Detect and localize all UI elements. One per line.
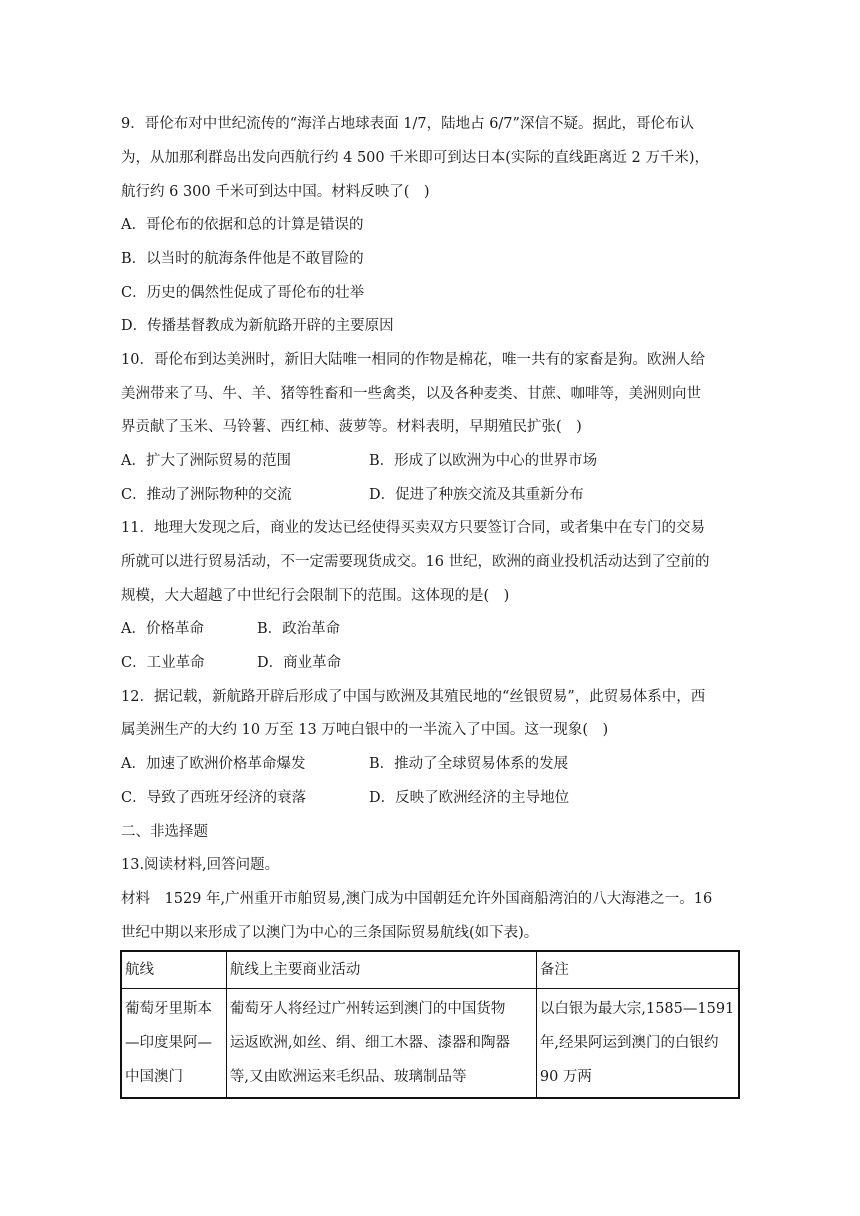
q9-stem-line-1: 9．哥伦布对中世纪流传的“海洋占地球表面 1/7，陆地占 6/7”深信不疑。据此，哥伦布认: [121, 116, 694, 132]
q11-stem-line-1: 11．地理大发现之后，商业的发达已经使得买卖双方只要签订合同，或者集中在专门的交易: [121, 520, 705, 536]
header-activity: 航线上主要商业活动: [226, 951, 536, 989]
q11-option-b[interactable]: B．政治革命: [257, 621, 341, 637]
q10-option-b[interactable]: B．形成了以欧洲为中心的世界市场: [369, 453, 598, 469]
q10-stem-line-3: 界贡献了玉米、马铃薯、西红柿、菠萝等。材料表明，早期殖民扩张( ): [121, 419, 582, 435]
cell-note-line: 以白银为最大宗,1585—1591: [539, 1001, 735, 1017]
q10-option-a[interactable]: A．扩大了洲际贸易的范围: [121, 453, 291, 469]
cell-activity-line: 运返欧洲,如丝、绢、细工木器、漆器和陶器: [229, 1035, 510, 1051]
q11-stem-line-3: 规模，大大超越了中世纪行会限制下的范围。这体现的是( ): [121, 588, 510, 604]
q11-stem-line-2: 所就可以进行贸易活动，不一定需要现货成交。16 世纪，欧洲的商业投机活动达到了空前的: [121, 554, 710, 570]
header-route: 航线: [121, 951, 226, 989]
q11-options-row-2: [121, 653, 741, 673]
q12-options-row-1: [121, 754, 741, 774]
q12-option-b[interactable]: B．推动了全球贸易体系的发展: [369, 756, 569, 772]
q12-stem-line-1: 12．据记载，新航路开辟后形成了中国与欧洲及其殖民地的“丝银贸易”，此贸易体系中，西: [121, 689, 706, 705]
q13-stem: 13.阅读材料,回答问题。: [121, 857, 280, 873]
table-row: [121, 989, 739, 1099]
q12-option-a[interactable]: A．加速了欧洲价格革命爆发: [121, 756, 306, 772]
q9-stem-line-3: 航行约 6 300 千米可到达中国。材料反映了( ): [121, 184, 430, 200]
section-title: 二、非选择题: [121, 824, 208, 840]
q9-option-b[interactable]: B．以当时的航海条件他是不敢冒险的: [121, 251, 364, 267]
cell-route-line: 葡萄牙里斯本: [125, 1001, 212, 1017]
q12-options-row-2: [121, 788, 741, 808]
q10-stem-line-2: 美洲带来了马、牛、羊、猪等牲畜和一些禽类，以及各种麦类、甘蔗、咖啡等，美洲则向世: [121, 386, 701, 402]
q10-options-row-1: [121, 451, 741, 471]
cell-note: [536, 989, 739, 1099]
q10-option-c[interactable]: C．推动了洲际物种的交流: [121, 487, 292, 503]
q12-option-d[interactable]: D．反映了欧洲经济的主导地位: [369, 790, 570, 806]
q9-option-a[interactable]: A．哥伦布的依据和总的计算是错误的: [121, 217, 364, 233]
q13-material-line-1: 材料 1529 年,广州重开市舶贸易,澳门成为中国朝廷允许外国商船湾泊的八大海港之一。16: [121, 891, 713, 907]
q10-stem-line-1: 10．哥伦布到达美洲时，新旧大陆唯一相同的作物是棉花，唯一共有的家畜是狗。欧洲人给: [121, 352, 705, 368]
cell-activity-line: 葡萄牙人将经过广州转运到澳门的中国货物: [229, 1001, 506, 1017]
q9-option-d[interactable]: D．传播基督教成为新航路开辟的主要原因: [121, 318, 394, 334]
cell-activity-line: 等,又由欧洲运来毛织品、玻璃制品等: [229, 1069, 467, 1085]
q9-stem-line-2: 为，从加那利群岛出发向西航行约 4 500 千米即可到达日本(实际的直线距离近 2 万千米)，: [121, 150, 709, 166]
header-note: 备注: [536, 951, 739, 989]
q12-stem-line-2: 属美洲生产的大约 10 万至 13 万吨白银中的一半流入了中国。这一现象( ): [121, 722, 609, 738]
q10-option-d[interactable]: D．促进了种族交流及其重新分布: [369, 487, 584, 503]
q13-material-line-2: 世纪中期以来形成了以澳门为中心的三条国际贸易航线(如下表)。: [121, 925, 539, 941]
cell-activity: [226, 989, 536, 1099]
q10-options-row-2: [121, 485, 741, 505]
q9-option-c[interactable]: C．历史的偶然性促成了哥伦布的壮举: [121, 285, 365, 301]
q11-option-d[interactable]: D．商业革命: [257, 655, 342, 671]
q11-option-c[interactable]: C．工业革命: [121, 655, 205, 671]
q11-option-a[interactable]: A．价格革命: [121, 621, 204, 637]
trade-routes-table: [120, 950, 740, 1099]
cell-note-line: 90 万两: [539, 1069, 592, 1085]
cell-note-line: 年,经果阿运到澳门的白银约: [539, 1035, 719, 1051]
q11-options-row-1: [121, 619, 741, 639]
q12-option-c[interactable]: C．导致了西班牙经济的衰落: [121, 790, 307, 806]
cell-route-line: 中国澳门: [125, 1069, 183, 1085]
cell-route: [121, 989, 226, 1099]
cell-route-line: —印度果阿—: [125, 1035, 212, 1051]
table-header-row: [121, 951, 739, 989]
